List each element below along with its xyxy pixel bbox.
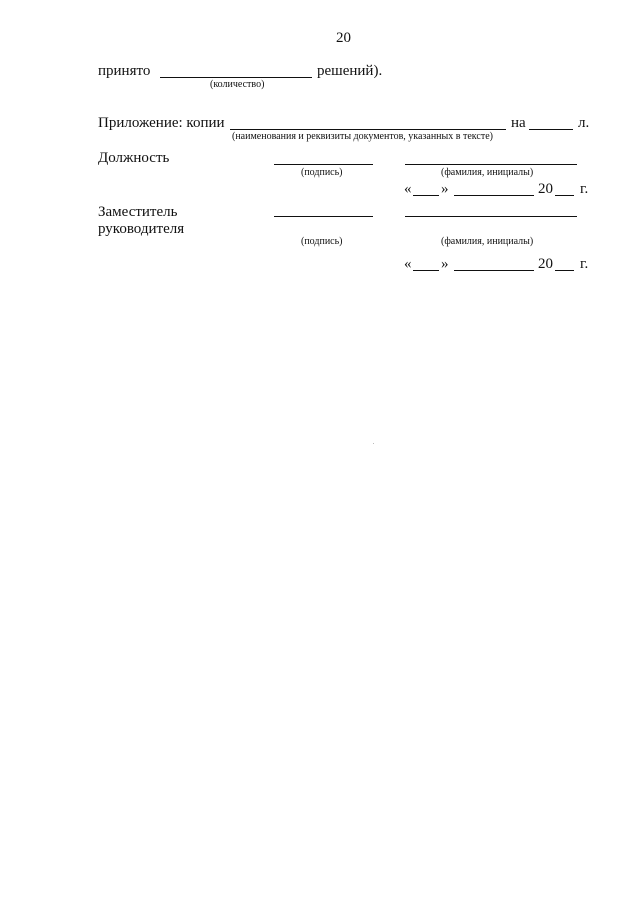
date-day-line[interactable] (413, 270, 439, 271)
date-day-line[interactable] (413, 195, 439, 196)
date-close-quote: » (441, 181, 449, 197)
scan-speck (373, 443, 374, 444)
signature-line[interactable] (274, 216, 373, 217)
attachment-sheets-line[interactable] (529, 129, 573, 130)
attachment-on-label: на (511, 115, 526, 131)
date-close-quote: » (441, 256, 449, 272)
signature-caption: (подпись) (301, 236, 343, 247)
date-year-line[interactable] (555, 195, 574, 196)
signature-caption: (подпись) (301, 167, 343, 178)
decisions-suffix: решений). (317, 63, 383, 79)
page-number: 20 (336, 30, 351, 46)
date-month-line[interactable] (454, 270, 534, 271)
decisions-count-caption: (количество) (210, 79, 265, 90)
date-century: 20 (538, 256, 553, 272)
name-caption: (фамилия, инициалы) (441, 236, 534, 247)
position-title-continued: руководителя (98, 221, 185, 237)
date-year-line[interactable] (555, 270, 574, 271)
attachment-documents-line[interactable] (230, 129, 506, 130)
decisions-prefix: принято (98, 63, 151, 79)
name-line[interactable] (405, 216, 577, 217)
signature-line[interactable] (274, 164, 373, 165)
name-caption: (фамилия, инициалы) (441, 167, 534, 178)
position-title: Заместитель (98, 204, 178, 220)
date-month-line[interactable] (454, 195, 534, 196)
attachment-sheets-label: л. (578, 115, 590, 131)
date-year-suffix: г. (580, 181, 589, 197)
name-line[interactable] (405, 164, 577, 165)
attachment-label: Приложение: копии (98, 115, 225, 131)
date-open-quote: « (404, 256, 412, 272)
date-open-quote: « (404, 181, 412, 197)
position-title: Должность (98, 150, 170, 166)
date-year-suffix: г. (580, 256, 589, 272)
attachment-caption: (наименования и реквизиты документов, указанных в тексте) (232, 131, 493, 142)
decisions-count-line[interactable] (160, 77, 312, 78)
date-century: 20 (538, 181, 553, 197)
